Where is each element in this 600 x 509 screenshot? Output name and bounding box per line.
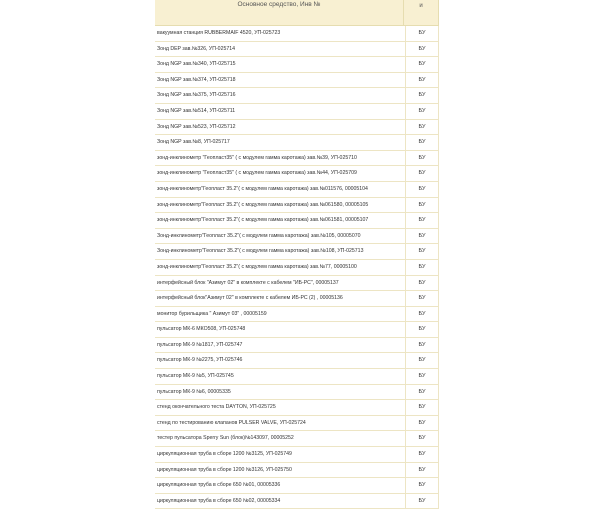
asset-state-cell: БУ (405, 276, 439, 291)
table-row[interactable] (155, 182, 439, 198)
assets-table (155, 0, 439, 509)
table-row[interactable] (155, 291, 439, 307)
table-row[interactable] (155, 57, 439, 73)
table-row[interactable] (155, 198, 439, 214)
table-row[interactable] (155, 213, 439, 229)
asset-name-cell: монитор бурильщика " Азимут 03" , 00005159 (157, 310, 267, 317)
asset-state-cell: БУ (405, 229, 439, 244)
asset-state-cell: БУ (405, 369, 439, 384)
asset-state-cell: БУ (405, 198, 439, 213)
table-row[interactable] (155, 135, 439, 151)
asset-state-cell: БУ (405, 151, 439, 166)
table-row[interactable] (155, 416, 439, 432)
asset-state-cell: БУ (405, 73, 439, 88)
asset-name-cell: зонд-инклинометр"Геопласт 35.2"( с модулем гамма каротажа) зав.№061581, 00005107 (157, 217, 369, 224)
table-row[interactable] (155, 322, 439, 338)
asset-state-cell: БУ (405, 478, 439, 493)
asset-name-cell: зонд-инклинометр"Геопласт 35.2"( с модулем гамма каротажа) зав.№011576, 00005104 (157, 185, 368, 192)
asset-name-cell: тестер пульсатора Sperry Sun (блок)№143097, 00005252 (157, 435, 294, 442)
asset-name-cell: вакуумная станция RUBBERMAIF 4520, УП-025723 (157, 30, 281, 36)
asset-name-cell: пульсатор МК-9 №6, 00005335 (157, 388, 231, 395)
table-row[interactable] (155, 338, 439, 354)
asset-state-cell: БУ (405, 494, 439, 509)
asset-name-cell: пульсатор МК-6 МКО508, УП-025748 (157, 326, 246, 333)
asset-name-cell: зонд-инклинометр"Геопласт 35.2"( с модулем гамма каротажа) зав.№061580, 00005105 (157, 201, 369, 208)
asset-name-cell: Зонд NGP зав.№523, УП-025712 (157, 123, 236, 130)
asset-state-cell: БУ (405, 166, 439, 181)
table-row[interactable] (155, 478, 439, 494)
asset-state-cell: БУ (405, 57, 439, 72)
asset-name-cell: Зонд NGP зав.№8, УП-025717 (157, 139, 230, 146)
asset-state-cell: БУ (405, 385, 439, 400)
asset-state-cell: БУ (405, 104, 439, 119)
table-row[interactable] (155, 307, 439, 323)
table-row[interactable] (155, 447, 439, 463)
table-row[interactable] (155, 151, 439, 167)
table-row[interactable] (155, 42, 439, 58)
table-row[interactable] (155, 120, 439, 136)
asset-state-cell: БУ (405, 88, 439, 103)
asset-name-cell: циркуляционная труба в сборе 650 №01, 00005336 (157, 482, 281, 489)
table-row[interactable] (155, 385, 439, 401)
asset-state-cell: БУ (405, 26, 439, 41)
asset-name-cell: Зонд-инклинометр"Геопласт 35.2"( с модулем гамма каротажа) зав.№105, 00005070 (157, 232, 361, 239)
asset-name-cell: стенд окончательного теста DAYTON, УП-025725 (157, 404, 276, 411)
asset-state-cell: БУ (405, 431, 439, 446)
asset-name-cell: Зонд NGP зав.№340, УП-025715 (157, 61, 236, 68)
asset-state-cell: БУ (405, 182, 439, 197)
table-row[interactable] (155, 400, 439, 416)
asset-name-cell: пульсатор МК-9 №5, УП-025745 (157, 373, 234, 380)
asset-state-cell: БУ (405, 322, 439, 337)
table-row[interactable] (155, 276, 439, 292)
asset-state-cell: БУ (405, 135, 439, 150)
table-row[interactable] (155, 353, 439, 369)
table-header (155, 0, 439, 26)
asset-name-cell: стенд по тестированию клапанов PULSER VALVE, УП-025724 (157, 419, 306, 426)
column-header-state[interactable]: и (403, 0, 439, 25)
asset-name-cell: Зонд-инклинометр"Геопласт 35.2"( с модулем гамма каротажа) зав.№108, УП-025713 (157, 248, 364, 255)
asset-name-cell: Зонд NGP зав.№375, УП-025716 (157, 92, 236, 99)
table-row[interactable] (155, 88, 439, 104)
table-row[interactable] (155, 463, 439, 479)
asset-state-cell: БУ (405, 447, 439, 462)
asset-state-cell: БУ (405, 213, 439, 228)
asset-name-cell: циркуляционная труба в сборе 1200 №3126, УП-025750 (157, 466, 292, 473)
asset-name-cell: пульсатор МК-9 №2275, УП-025746 (157, 357, 243, 364)
table-row[interactable] (155, 73, 439, 89)
column-header-asset[interactable]: Основное средство, Инв № (237, 1, 321, 8)
asset-name-cell: интерфейсный блок "Азимут 02" в комплекте с кабелем "ИБ-РС", 00005137 (157, 279, 339, 286)
asset-state-cell: БУ (405, 291, 439, 306)
table-row[interactable] (155, 26, 439, 42)
asset-state-cell: БУ (405, 244, 439, 259)
asset-name-cell: Зонд DEP зав.№326, УП-025714 (157, 45, 235, 52)
asset-state-cell: БУ (405, 120, 439, 135)
table-body (155, 26, 439, 509)
asset-name-cell: Зонд NGP зав.№514, УП-025711 (157, 107, 236, 114)
asset-state-cell: БУ (405, 463, 439, 478)
asset-state-cell: БУ (405, 400, 439, 415)
table-row[interactable] (155, 431, 439, 447)
table-row[interactable] (155, 104, 439, 120)
asset-name-cell: зонд-инклинометр "Геопласт35" ( с модулем гамма каротажа) зав.№44, УП-025709 (157, 170, 357, 177)
table-row[interactable] (155, 369, 439, 385)
asset-state-cell: БУ (405, 416, 439, 431)
table-row[interactable] (155, 260, 439, 276)
asset-state-cell: БУ (405, 42, 439, 57)
asset-name-cell: циркуляционная труба в сборе 650 №02, 00005334 (157, 497, 281, 504)
table-row[interactable] (155, 166, 439, 182)
table-row[interactable] (155, 244, 439, 260)
asset-name-cell: зонд-инклинометр "Геопласт35" ( с модулем гамма каротажа) зав.№39, УП-025710 (157, 154, 357, 161)
asset-state-cell: БУ (405, 260, 439, 275)
asset-state-cell: БУ (405, 338, 439, 353)
asset-name-cell: зонд-инклинометр"Геопласт 35.2"( с модулем гамма каротажа) зав.№77, 00005100 (157, 263, 357, 270)
asset-name-cell: интерфейсный блок"Азимут 02" в комплекте с кабелем ИБ-РС (2) , 00005136 (157, 295, 343, 302)
asset-state-cell: БУ (405, 353, 439, 368)
asset-name-cell: пульсатор МК-9 №1817, УП-025747 (157, 341, 243, 348)
asset-name-cell: циркуляционная труба в сборе 1200 №3125, УП-025749 (157, 451, 292, 458)
asset-state-cell: БУ (405, 307, 439, 322)
asset-name-cell: Зонд NGP зав.№374, УП-025718 (157, 76, 236, 83)
table-row[interactable] (155, 494, 439, 509)
table-row[interactable] (155, 229, 439, 245)
